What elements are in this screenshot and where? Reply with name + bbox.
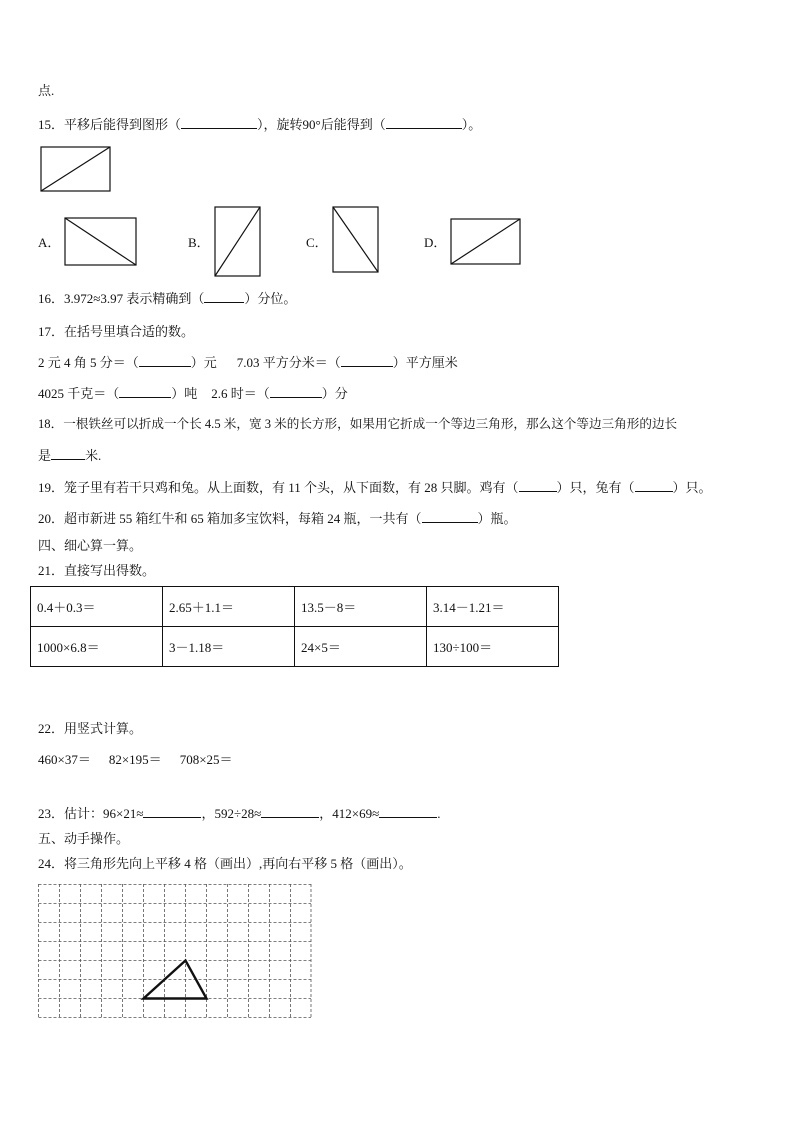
question-19 [38, 479, 712, 496]
q17-blank-3[interactable] [119, 385, 171, 398]
q15-option-b-label: B． [188, 235, 210, 250]
q17-l1-b: ）元 [190, 355, 217, 370]
question-22-items [38, 751, 233, 768]
q19-text-b: ）只，兔有（ [556, 480, 635, 495]
q19-blank-1[interactable] [519, 479, 557, 492]
q15-option-d-label: D． [424, 235, 447, 250]
q18-blank[interactable] [51, 447, 85, 460]
question-18-line-1: 18．一根铁丝可以折成一个长 4.5 米，宽 3 米的长方形，如果用它折成一个等边三角形，那么这个等边三角形的边长 [38, 417, 678, 431]
q17-l2-a: 4025 千克＝（ [38, 386, 120, 401]
table-cell[interactable]: 130÷100＝ [427, 627, 559, 667]
question-18-line-2 [38, 447, 101, 464]
q23-blank-3[interactable] [379, 805, 437, 818]
prev-question-tail: 点. [38, 83, 55, 98]
q23-blank-1[interactable] [143, 805, 201, 818]
q15-option-c-figure[interactable] [332, 206, 380, 274]
q20-blank[interactable] [422, 510, 478, 523]
q17-blank-4[interactable] [270, 385, 322, 398]
section-4-heading: 四、细心算一算。 [38, 538, 143, 553]
question-16 [38, 290, 296, 307]
q15-blank-1[interactable] [181, 116, 257, 129]
q17-l2-d: ）分 [321, 386, 348, 401]
question-23 [38, 805, 440, 822]
q19-text-a: 19．笼子里有若干只鸡和兔。从上面数，有 11 个头，从下面数，有 28 只脚。鸡有（ [38, 480, 519, 495]
q17-l2-c: 2.6 时＝（ [211, 386, 270, 401]
q15-text-b: ），旋转90°后能得到（ [257, 117, 386, 132]
q15-text-a: 15．平移后能得到图形（ [38, 117, 182, 132]
q17-l1-a: 2 元 4 角 5 分＝（ [38, 355, 139, 370]
question-15 [38, 116, 481, 133]
q17-blank-2[interactable] [341, 354, 393, 367]
q22-item: 82×195＝ [108, 752, 162, 767]
question-17-line-1 [38, 354, 458, 371]
q16-text-a: 16．3.972≈3.97 表示精确到（ [38, 291, 205, 306]
table-cell[interactable]: 13.5－8＝ [295, 587, 427, 627]
grid-with-triangle[interactable] [38, 884, 312, 1020]
q16-text-b: ）分位。 [244, 291, 297, 306]
q15-option-a-label: A． [38, 235, 61, 250]
q23-text-c: ，412×69≈ [319, 806, 380, 821]
question-24-title: 24．将三角形先向上平移 4 格（画出）,再向右平移 5 格（画出）。 [38, 856, 412, 871]
q19-text-c: ）只。 [672, 480, 712, 495]
table-row [31, 627, 559, 667]
q15-blank-2[interactable] [386, 116, 462, 129]
table-cell[interactable]: 0.4＋0.3＝ [31, 587, 163, 627]
q20-text-b: ）瓶。 [477, 511, 517, 526]
q18-text-b: 米. [85, 448, 102, 463]
q19-blank-2[interactable] [635, 479, 673, 492]
table-row [31, 587, 559, 627]
q22-item: 460×37＝ [38, 752, 91, 767]
q23-text-a: 23．估计：96×21≈ [38, 806, 144, 821]
q17-blank-1[interactable] [139, 354, 191, 367]
question-22-title: 22．用竖式计算。 [38, 721, 143, 736]
q17-l1-c: 7.03 平方分米＝（ [236, 355, 341, 370]
q23-text-d: . [437, 806, 441, 821]
q15-option-a-figure[interactable] [64, 217, 138, 267]
q18-text-a: 是 [38, 448, 52, 463]
q17-l2-b: ）吨 [171, 386, 198, 401]
question-20 [38, 510, 517, 527]
q15-text-c: ）。 [461, 117, 482, 132]
q15-option-b-figure[interactable] [214, 206, 262, 278]
q22-item: 708×25＝ [179, 752, 233, 767]
table-cell[interactable]: 1000×6.8＝ [31, 627, 163, 667]
question-17-title: 17．在括号里填合适的数。 [38, 324, 195, 339]
q15-option-c-label: C． [306, 235, 328, 250]
q20-text-a: 20．超市新进 55 箱红牛和 65 箱加多宝饮料，每箱 24 瓶，一共有（ [38, 511, 422, 526]
q23-text-b: ，592÷28≈ [201, 806, 262, 821]
q15-original-figure [40, 146, 112, 192]
table-cell[interactable]: 3.14－1.21＝ [427, 587, 559, 627]
table-cell[interactable]: 3－1.18＝ [163, 627, 295, 667]
q17-l1-d: ）平方厘米 [392, 355, 458, 370]
question-21-title: 21．直接写出得数。 [38, 563, 156, 578]
q16-blank[interactable] [204, 290, 244, 303]
q23-blank-2[interactable] [261, 805, 319, 818]
table-cell[interactable]: 2.65＋1.1＝ [163, 587, 295, 627]
section-5-heading: 五、动手操作。 [38, 831, 130, 846]
table-cell[interactable]: 24×5＝ [295, 627, 427, 667]
mental-math-table [30, 586, 559, 667]
q15-option-d-figure[interactable] [450, 218, 522, 266]
question-17-line-2 [38, 385, 348, 402]
